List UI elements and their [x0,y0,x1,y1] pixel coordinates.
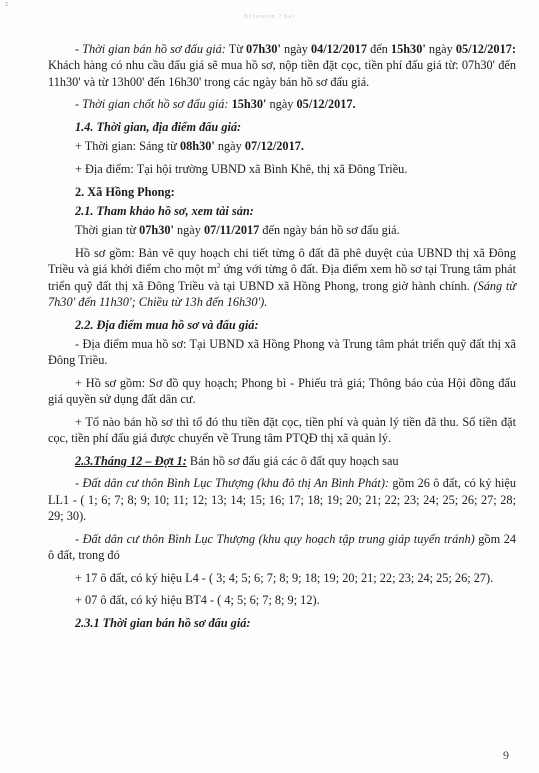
heading-1-4: 1.4. Thời gian, địa điểm đấu giá: [75,119,242,134]
paragraph-dossier-contents: + Hồ sơ gồm: Sơ đồ quy hoạch; Phong bì - Phiếu trả giá; Thông báo của Hội đồng đấu giá quyền sử dụng đất dân cư. [48,375,516,407]
paragraph-dossier: Hồ sơ gồm: Bản vẽ quy hoạch chi tiết từng ô đất đã phê duyệt của UBND thị xã Đông Triều và giá khởi điểm cho một $m^2$ ứng với từng ô đất. Địa điểm xem hồ sơ tại Trung tâm phát triển quỹ đất thị xã Đông Triều và tại UBND xã Hồng Phong, trong giờ hành chính. (Sáng từ 7h30' đến 11h30'; Chiều từ 13h đến 16h30'). [48,245,517,309]
header-mark: Bcforcom 7'hot [243,14,296,20]
paragraph-viewing-time: Thời gian từ 07h30' ngày 07/11/2017 đến ngày bán hồ sơ đấu giá. [75,223,400,238]
paragraph-purchase-location: - Địa điểm mua hồ sơ: Tại UBND xã Hồng Phong và Trung tâm phát triển quỹ đất thị xã Đông Triều. [48,336,516,368]
paragraph-closing-time: - Thời gian chốt hồ sơ đấu giá: 15h30' ngày 05/12/2017. [75,97,356,112]
paragraph-lot-l4: + 17 ô đất, có ký hiệu L4 - ( 3; 4; 5; 6; 7; 8; 9; 18; 19; 20; 21; 22; 23; 24; 25; 26; 27). [75,570,494,585]
paragraph-auction-time: + Thời gian: Sáng từ 08h30' ngày 07/12/2017. [75,139,304,154]
paragraph-deposit: + Tổ nào bán hồ sơ thì tổ đó thu tiền đặt cọc, tiền phí và quản lý tiền đã thu. Số tiền đặt cọc, tiền phí đấu giá được chuyển về Trung tâm PTQĐ thị xã quản lý. [48,414,516,446]
page-number: 9 [503,748,509,762]
heading-2-3-1: 2.3.1 Thời gian bán hồ sơ đấu giá: [75,616,251,631]
paragraph-sale-time: - Thời gian bán hồ sơ đấu giá: Từ 07h30' ngày 04/12/2017 đến 15h30' ngày 05/12/2017: Khách hàng có nhu cầu đấu giá sẽ mua hồ sơ, nộp tiền đặt cọc, tiền phí đấu giá từ: 07h30' đến 11h30' và từ 13h00' đến 16h30' trong các ngày bán hồ sơ đấu giá. [48,42,516,89]
paragraph-batch-1: 2.3.Tháng 12 – Đợt 1: Bán hồ sơ đấu giá các ô đất quy hoạch sau [75,453,399,468]
paragraph-auction-location: + Địa điểm: Tại hội trường UBND xã Bình Khê, thị xã Đông Triều. [75,161,408,176]
corner-mark: 2 [5,2,8,8]
heading-2: 2. Xã Hồng Phong: [75,184,175,199]
paragraph-lot-bt4: + 07 ô đất, có ký hiệu BT4 - ( 4; 5; 6; 7; 8; 9; 12). [75,593,320,608]
paragraph-lot-list-1: - Đất dân cư thôn Bình Lục Thượng (khu đô thị An Bình Phát): gồm 26 ô đất, có ký hiệu LL1 - ( 1; 6; 7; 8; 9; 10; 11; 12; 13; 14; 15; 16; 17; 18; 19; 20; 21; 22; 23; 24; 25; 26; 27; 28; 29; 30). [48,476,517,524]
heading-2-2: 2.2. Địa điểm mua hồ sơ và đấu giá: [75,317,259,332]
paragraph-lot-list-2: - Đất dân cư thôn Bình Lục Thượng (khu quy hoạch tập trung giáp tuyến tránh) gồm 24 ô đất, trong đó [48,531,516,563]
heading-2-1: 2.1. Tham khảo hồ sơ, xem tài sản: [75,203,254,218]
document-body [48,41,516,634]
